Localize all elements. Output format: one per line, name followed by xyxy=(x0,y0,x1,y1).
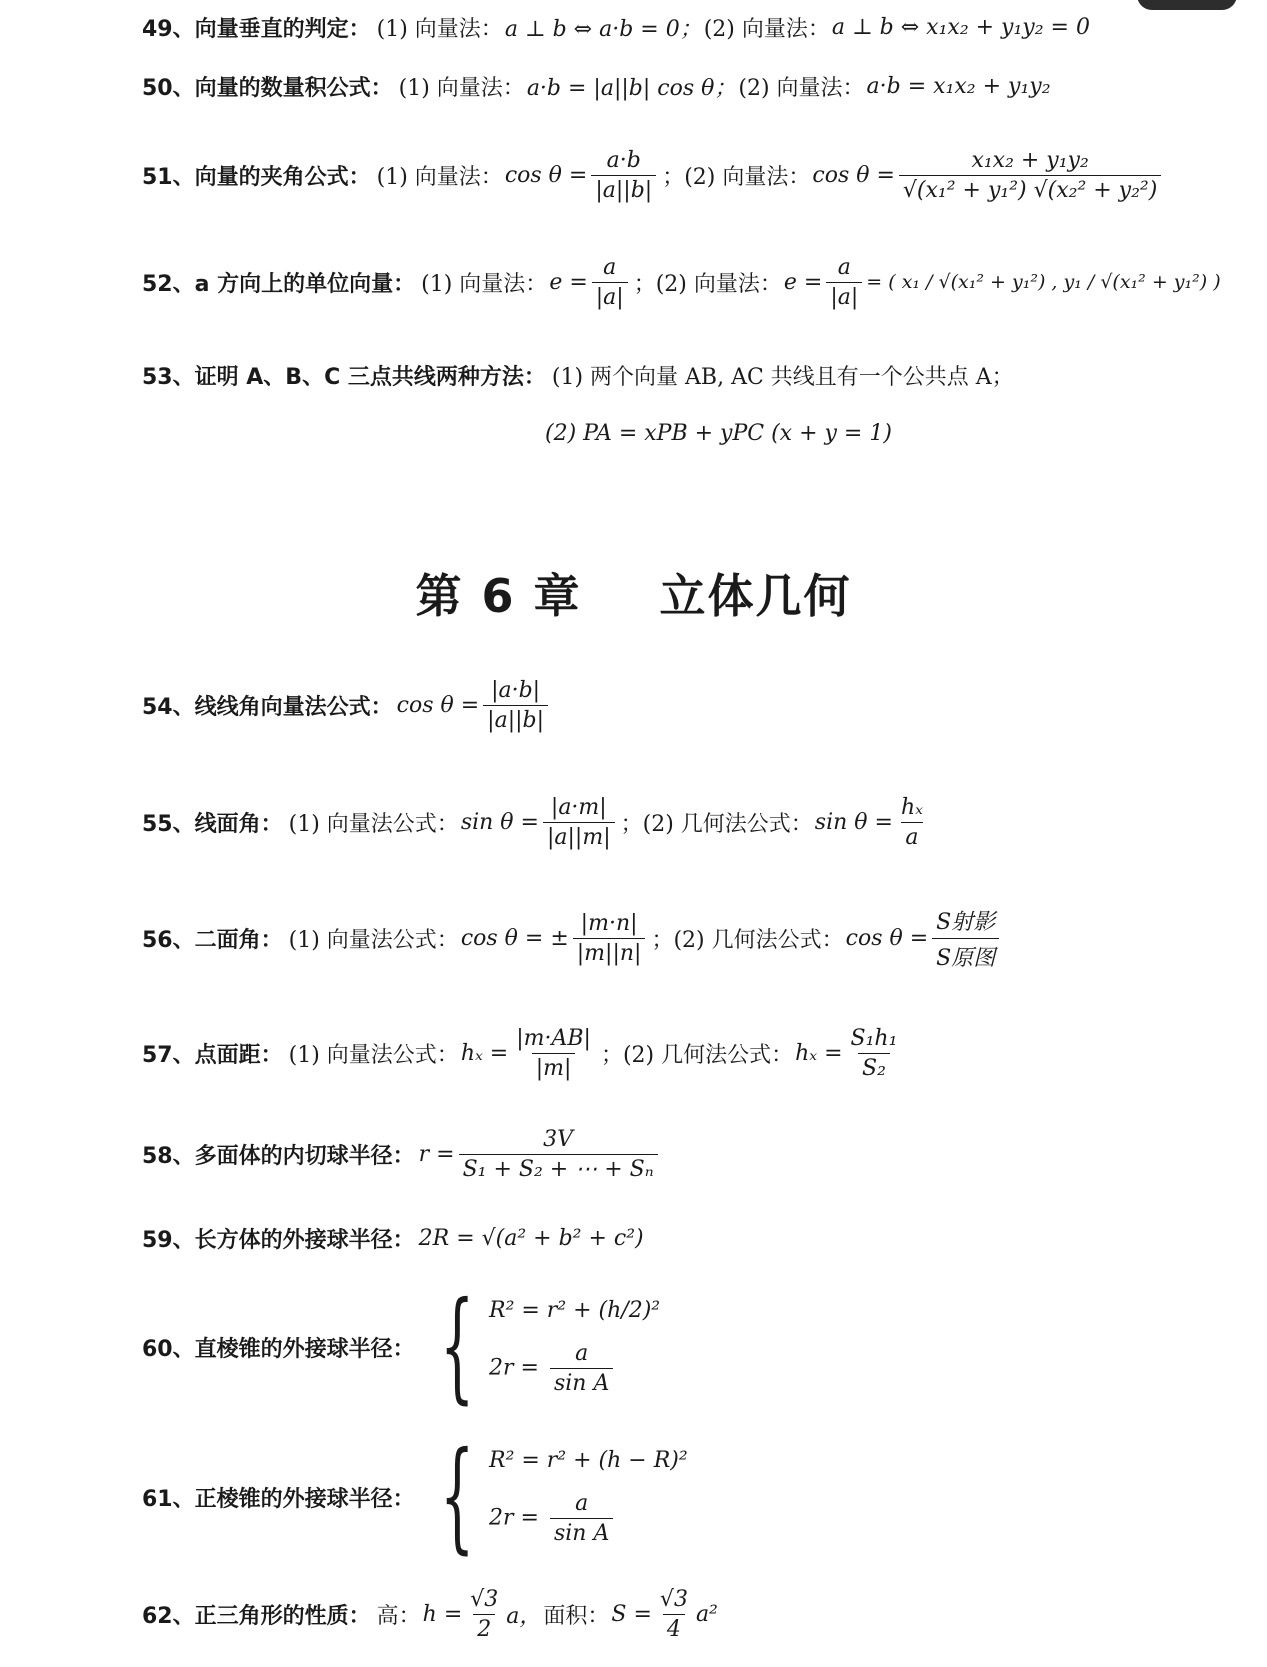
top-corner-badge xyxy=(1137,0,1237,10)
formula-prefix: sin θ = xyxy=(814,809,893,835)
fraction xyxy=(591,148,656,203)
formula-prefix: cos θ = ± xyxy=(460,925,569,951)
item-number: 54、 xyxy=(142,694,195,720)
formula-prefix: cos θ = xyxy=(504,162,588,188)
formula-prefix: S = xyxy=(611,1601,652,1627)
formula-item-57 xyxy=(142,1013,905,1093)
method-label: (1) 向量法公式： xyxy=(288,1042,459,1068)
numerator: a xyxy=(837,254,851,280)
fraction xyxy=(512,1026,595,1081)
method-label: ；(2) 向量法： xyxy=(662,164,811,190)
formula-suffix: a² xyxy=(695,1601,718,1627)
item-title: 多面体的内切球半径： xyxy=(194,1143,415,1169)
formula-item-51 xyxy=(142,135,1165,215)
denominator: sin A xyxy=(550,1518,613,1546)
formula-item-53 xyxy=(142,358,1016,392)
denominator: S₁ + S₂ + ⋯ + Sₙ xyxy=(459,1154,658,1182)
item-title: 向量的夹角公式： xyxy=(194,164,371,190)
denominator: 4 xyxy=(663,1614,685,1642)
item-title: 线面角： xyxy=(194,811,283,837)
item-number: 56、 xyxy=(142,927,195,953)
numerator: a xyxy=(603,254,617,280)
fraction xyxy=(459,1127,658,1182)
denominator: |a||b| xyxy=(483,705,548,733)
equation-row: 2r = $\frac{a}{\text{sin A}}$ xyxy=(489,1341,660,1396)
item-number: 60、 xyxy=(142,1336,195,1362)
item-number: 53、 xyxy=(142,364,195,390)
method-label: (1) 向量法： xyxy=(398,75,525,101)
formula-prefix: h = xyxy=(422,1601,463,1627)
denominator: S原图 xyxy=(932,938,999,972)
item-title: 证明 A、B、C 三点共线两种方法： xyxy=(194,364,546,390)
left-brace: { xyxy=(439,1277,475,1416)
fraction xyxy=(847,1026,902,1081)
item-number: 61、 xyxy=(142,1486,195,1512)
item-number: 49、 xyxy=(142,16,195,42)
fraction xyxy=(899,148,1161,203)
formula-prefix: cos θ = xyxy=(812,162,895,188)
chapter-label: 第 6 章 xyxy=(415,569,582,623)
formula: a ⊥ b ⇔ a·b = 0； xyxy=(504,16,702,42)
denominator: a xyxy=(901,822,922,850)
denominator: |a| xyxy=(826,282,862,310)
item-title: 正三角形的性质： xyxy=(194,1603,371,1629)
method-label: (2) 向量法： xyxy=(703,16,830,42)
fraction xyxy=(897,795,927,850)
formula-item-62 xyxy=(142,1578,718,1650)
formula-item-58 xyxy=(142,1118,662,1190)
fraction xyxy=(592,255,628,310)
formula-item-59 xyxy=(142,1218,644,1258)
numerator: S₁h₁ xyxy=(850,1025,898,1051)
method-label: ；(2) 几何法公式： xyxy=(651,927,844,953)
item-title: 二面角： xyxy=(194,927,283,953)
formula-item-53-method-2 xyxy=(545,416,892,450)
formula: 2R = √(a² + b² + c²) xyxy=(418,1225,644,1251)
item-number: 59、 xyxy=(142,1227,195,1253)
formula-prefix: cos θ = xyxy=(396,692,480,718)
denominator: |m| xyxy=(532,1053,576,1081)
numerator: 3V xyxy=(543,1126,574,1152)
formula-prefix: hₓ = xyxy=(795,1040,843,1066)
method-label: (1) 向量法公式： xyxy=(288,811,459,837)
item-number: 52、 xyxy=(142,271,195,297)
numerator: S射影 xyxy=(936,909,996,935)
item-title: 直棱锥的外接球半径： xyxy=(194,1336,415,1362)
formula: a·b = |a||b| cos θ； xyxy=(526,75,737,101)
equation-system xyxy=(419,1427,688,1566)
item-number: 51、 xyxy=(142,164,195,190)
equation-system xyxy=(419,1277,661,1416)
formula-prefix: e = xyxy=(549,269,588,295)
item-number: 50、 xyxy=(142,75,195,101)
formula: a·b = x₁x₂ + y₁y₂ xyxy=(866,73,1051,99)
numerator: a xyxy=(575,1491,589,1516)
formula-item-55 xyxy=(142,782,931,862)
formula-prefix: e = xyxy=(783,269,823,295)
fraction xyxy=(466,1587,502,1642)
equation-row: R² = r² + (h − R)² xyxy=(489,1448,688,1473)
denominator: sin A xyxy=(550,1368,613,1396)
fraction xyxy=(573,911,646,966)
item-title: 正棱锥的外接球半径： xyxy=(194,1486,415,1512)
item-number: 58、 xyxy=(142,1143,195,1169)
method-label: ；(2) 几何法公式： xyxy=(620,811,813,837)
fraction xyxy=(483,678,548,733)
denominator: |a||m| xyxy=(543,822,615,850)
numerator: a xyxy=(575,1341,589,1366)
denominator: |m||n| xyxy=(573,938,646,966)
formula-prefix: r = xyxy=(418,1141,455,1167)
left-brace: { xyxy=(439,1427,475,1566)
item-title: 长方体的外接球半径： xyxy=(194,1227,415,1253)
method-label: (1) 两个向量 AB, AC 共线且有一个公共点 A； xyxy=(551,364,1014,390)
property-label: 高： xyxy=(376,1603,421,1629)
formula-item-52 xyxy=(142,242,1221,322)
denominator: S₂ xyxy=(858,1053,890,1081)
numerator: |m·AB| xyxy=(516,1025,591,1051)
item-title: 向量的数量积公式： xyxy=(194,75,393,101)
numerator: √3 xyxy=(659,1586,688,1612)
item-title: 向量垂直的判定： xyxy=(194,16,371,42)
item-number: 55、 xyxy=(142,811,195,837)
fraction xyxy=(826,255,862,310)
method-label: (1) 向量法： xyxy=(376,164,503,190)
formula-item-54 xyxy=(142,665,552,745)
equation-row: R² = r² + (h/2)² xyxy=(489,1298,661,1323)
item-title: a 方向上的单位向量： xyxy=(194,271,416,297)
method-label: (1) 向量法： xyxy=(421,271,548,297)
denominator: |a| xyxy=(592,282,628,310)
denominator: |a||b| xyxy=(591,175,656,203)
numerator: hₓ xyxy=(900,794,923,820)
numerator: |a·b| xyxy=(491,677,541,703)
formula-prefix: hₓ = xyxy=(460,1040,509,1066)
method-label: (1) 向量法公式： xyxy=(288,927,459,953)
formula: a ⊥ b ⇔ x₁x₂ + y₁y₂ = 0 xyxy=(831,14,1090,40)
fraction xyxy=(932,905,999,972)
equation-row: 2r = $\frac{a}{\text{sin A}}$ xyxy=(489,1491,688,1546)
formula-item-50 xyxy=(142,68,1051,104)
chapter-heading xyxy=(0,560,1267,626)
formula-item-56 xyxy=(142,898,1003,978)
method-label: (2) 向量法： xyxy=(738,75,865,101)
formula-item-60 xyxy=(142,1277,661,1416)
formula-prefix: cos θ = xyxy=(845,925,929,951)
denominator: √(x₁² + y₁²) √(x₂² + y₂²) xyxy=(899,175,1161,203)
numerator: x₁x₂ + y₁y₂ xyxy=(971,147,1089,173)
formula-item-61 xyxy=(142,1427,688,1566)
item-title: 线线角向量法公式： xyxy=(194,694,393,720)
numerator: a·b xyxy=(606,147,641,173)
numerator: |a·m| xyxy=(550,794,607,820)
formula-item-49 xyxy=(142,10,1090,44)
property-label: 面积： xyxy=(543,1603,610,1629)
item-number: 62、 xyxy=(142,1603,195,1629)
fraction xyxy=(550,1491,613,1546)
denominator: 2 xyxy=(473,1614,495,1642)
chapter-name: 立体几何 xyxy=(659,569,852,623)
item-title: 点面距： xyxy=(194,1042,283,1068)
method-label: ；(2) 向量法： xyxy=(633,271,782,297)
numerator: |m·n| xyxy=(580,910,638,936)
item-number: 57、 xyxy=(142,1042,195,1068)
fraction xyxy=(543,795,615,850)
formula-expansion: = ( x₁ / √(x₁² + y₁²) , y₁ / √(x₁² + y₁²) ) xyxy=(866,271,1221,293)
numerator: √3 xyxy=(470,1586,499,1612)
fraction xyxy=(550,1341,613,1396)
fraction xyxy=(656,1587,692,1642)
method-label: ；(2) 几何法公式： xyxy=(600,1042,794,1068)
method-label: (1) 向量法： xyxy=(376,16,503,42)
formula-prefix: sin θ = xyxy=(460,809,539,835)
formula-suffix: a， xyxy=(506,1603,542,1629)
formula: (2) PA = xPB + yPC (x + y = 1) xyxy=(545,420,892,446)
